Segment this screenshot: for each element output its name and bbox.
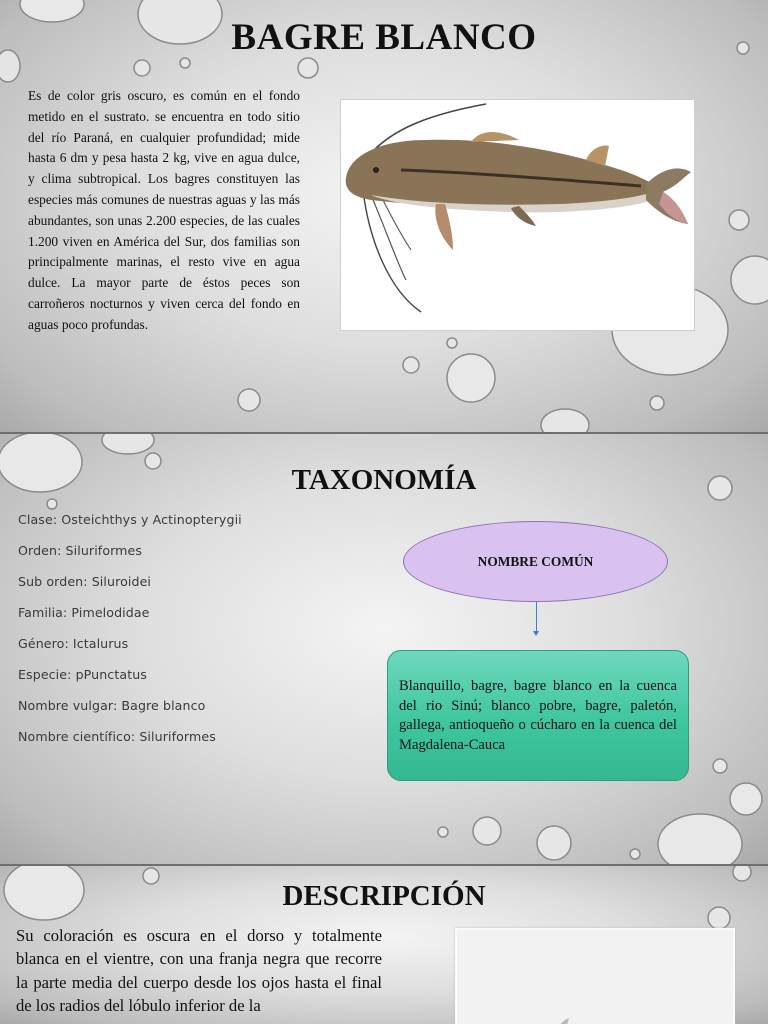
slide-taxonomia xyxy=(0,434,768,864)
nombre-comun-content-box xyxy=(387,650,689,781)
description-paragraph: Es de color gris oscuro, es común en el fondo metido en el sustrato. se encuentra en todo sitio del río Paraná, en cualquier profundidad; mide hasta 6 dm y pesa hasta 2 kg, vive en agua dulce, y clima subtropical. Los bagres constituyen las especies más comunes de nuestras aguas y las más abundantes, son unas 2.200 especies, de las cuales 1.200 viven en América del Sur, dos familias son principalmente marinas, el resto vive en agua dulce. La mayor parte de éstos peces son carroñeros nocturnos y viven cerca del fondo en aguas poco profundas. xyxy=(28,88,300,332)
nombre-comun-text: Blanquillo, bagre, bagre blanco en la cuenca del rio Sinú; blanco pobre, bagre, paletón, gallega, antioqueño o cúcharo en la cuenca del Magdalena-Cauca xyxy=(399,678,677,753)
fish-photo-icon xyxy=(457,930,733,1024)
description-paragraph: Su coloración es oscura en el dorso y totalmente blanca en el vientre, con una franja negra que recorre la parte media del cuerpo desde los ojos hasta el final de los radios del lóbulo inferior de la xyxy=(16,926,382,1016)
taxonomy-item-orden: Orden: Siluriformes xyxy=(18,543,143,558)
taxonomy-item-familia: Familia: Pimelodidae xyxy=(18,605,150,620)
taxonomy-item-especie: Especie: pPunctatus xyxy=(18,667,147,682)
fish-photo xyxy=(455,928,735,1024)
catfish-photo-icon xyxy=(341,100,694,330)
taxonomy-item-clase: Clase: Osteichthys y Actinopterygii xyxy=(18,512,242,527)
slide-descripcion xyxy=(0,866,768,1024)
slide-title: TAXONOMÍA xyxy=(291,464,477,496)
taxonomy-item-nombre-vulgar: Nombre vulgar: Bagre blanco xyxy=(18,698,206,713)
nombre-comun-node xyxy=(403,521,668,602)
diagram-connector-line xyxy=(536,602,537,634)
taxonomy-item-genero: Género: Ictalurus xyxy=(18,636,129,651)
taxonomy-item-suborden: Sub orden: Siluroidei xyxy=(18,574,152,589)
slide-title: DESCRIPCIÓN xyxy=(282,880,486,912)
taxonomy-item-nombre-cientifico: Nombre científico: Siluriformes xyxy=(18,729,216,744)
slide-bagre-blanco xyxy=(0,0,768,432)
arrow-down-icon xyxy=(533,631,539,636)
catfish-photo xyxy=(340,99,695,331)
slide-title: BAGRE BLANCO xyxy=(231,17,537,58)
nombre-comun-label: NOMBRE COMÚN xyxy=(477,553,594,569)
taxonomy-list xyxy=(18,510,242,758)
